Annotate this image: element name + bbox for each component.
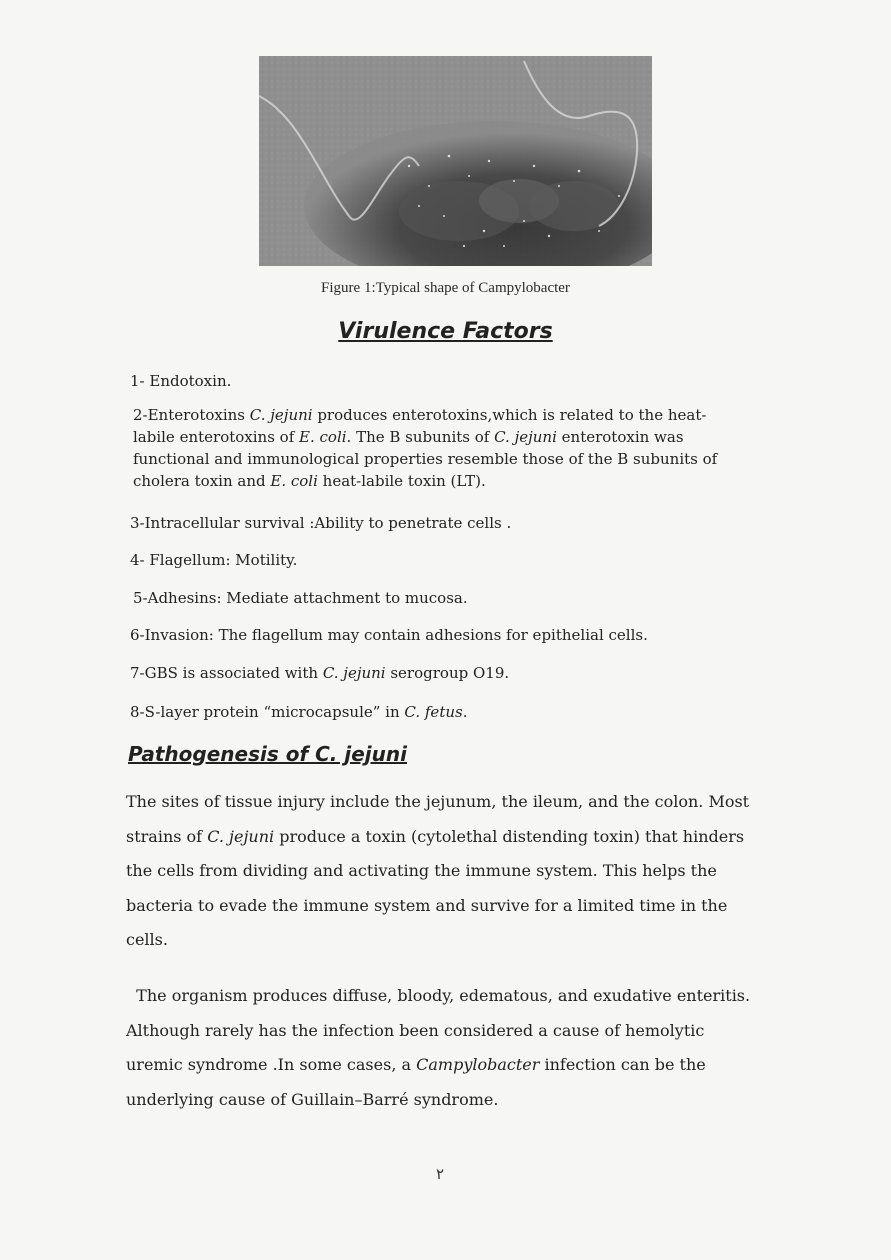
- item-text: 8-S-layer protein “microcapsule” in: [130, 703, 405, 721]
- list-item: [130, 662, 750, 684]
- list-item: [130, 370, 750, 392]
- pathogenesis-paragraph-2: [126, 979, 756, 1117]
- pathogenesis-paragraph-1: [126, 785, 756, 958]
- list-item: [130, 512, 750, 534]
- item-text: . The B subunits of: [346, 428, 495, 446]
- item-text: enterotoxin was functional and immunological properties resemble those of the B subunits of cholera toxin and: [133, 428, 718, 490]
- species-name: C. jejuni: [322, 664, 386, 682]
- micrograph-image: [259, 56, 652, 266]
- species-name: E. coli: [270, 472, 318, 490]
- species-name: C. jejuni: [494, 428, 557, 446]
- item-text: 4- Flagellum: Motility.: [130, 551, 298, 569]
- item-text: heat-labile toxin (LT).: [317, 472, 486, 490]
- campylobacter-micrograph: [259, 56, 652, 266]
- species-name: C. jejuni: [207, 826, 275, 846]
- item-text: 3-Intracellular survival :Ability to penetrate cells .: [130, 514, 512, 532]
- genus-name: Campylobacter: [416, 1055, 540, 1074]
- species-name: C. fetus: [404, 703, 463, 721]
- paragraph-text: The organism produces diffuse, bloody, edematous, and exudative enteritis. Although rarely has the infection been considered a cause of hemolytic uremic syndrome .In some cases, a: [126, 986, 756, 1074]
- list-item: [133, 404, 738, 492]
- list-item: [130, 701, 750, 723]
- paragraph-text: The sites of tissue injury include the jejunum, the ileum, and the colon. Most strains of: [126, 792, 750, 846]
- page-number: ٢: [435, 1165, 445, 1183]
- list-item: [130, 549, 750, 571]
- list-item: [133, 587, 753, 609]
- paragraph-text: infection can be the underlying cause of Guillain–Barré syndrome.: [126, 1055, 711, 1109]
- pathogenesis-heading: Pathogenesis of C. jejuni: [128, 742, 407, 766]
- paragraph-text: produce a toxin (cytolethal distending toxin) that hinders the cells from dividing and activating the immune system. This helps the bacteria to evade the immune system and survive for a limited time in the cells.: [126, 826, 745, 949]
- item-text: .: [462, 703, 468, 721]
- virulence-heading: Virulence Factors: [338, 319, 553, 344]
- figure-caption: Figure 1:Typical shape of Campylobacter: [321, 280, 570, 296]
- item-text: 5-Adhesins: Mediate attachment to mucosa.: [133, 589, 468, 607]
- species-name: C. jejuni: [249, 406, 313, 424]
- item-text: 7-GBS is associated with: [130, 664, 323, 682]
- item-text: serogroup O19.: [385, 664, 510, 682]
- item-text: 2-Enterotoxins: [133, 406, 250, 424]
- item-text: 1- Endotoxin.: [130, 372, 232, 390]
- item-text: produces enterotoxins,which is related to the heat-labile enterotoxins of: [133, 406, 707, 446]
- list-item: [130, 624, 750, 646]
- item-text: 6-Invasion: The flagellum may contain adhesions for epithelial cells.: [130, 626, 648, 644]
- species-name: E. coli: [299, 428, 347, 446]
